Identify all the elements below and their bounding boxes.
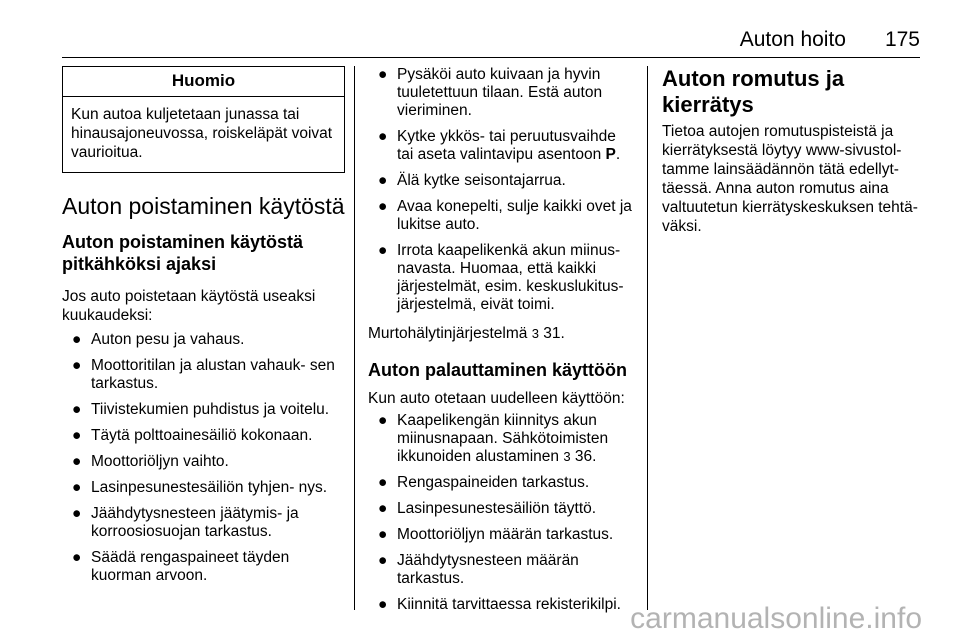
list-item: ● Jäähdytysnesteen määrän tarkastus. <box>378 552 579 587</box>
bullet-icon: ● <box>378 242 388 259</box>
storage-intro: Jos auto poistetaan käytöstä useaksi kuukaudeksi: <box>62 288 316 324</box>
column-divider-2 <box>647 66 648 610</box>
bullet-icon: ● <box>378 66 388 83</box>
list-item: ● Moottoriöljyn määrän tarkastus. <box>378 526 614 543</box>
list-item: ● Auton pesu ja vahaus. <box>72 331 245 348</box>
column-2 <box>368 66 634 614</box>
bullet-icon: ● <box>72 401 82 418</box>
column-3 <box>662 66 924 236</box>
storage-list-continued <box>368 66 634 314</box>
list-item: ● Moottoriöljyn vaihto. <box>72 453 229 470</box>
bullet-icon: ● <box>72 479 82 496</box>
storage-subheading: Auton poistaminen käytöstä pitkähköksi ajaksi <box>62 232 304 274</box>
list-item: ● Kaapelikengän kiinnitys akun miinusnapaan. Sähkötoimisten ikkunoiden alustaminen 3 36. <box>378 412 609 465</box>
column-1 <box>62 66 345 585</box>
list-item: ● Moottoritilan ja alustan vahauk- sen tarkastus. <box>72 357 335 392</box>
bullet-icon: ● <box>378 552 388 569</box>
section-title: Auton hoito <box>739 28 846 51</box>
bullet-icon: ● <box>378 526 388 543</box>
return-intro: Kun auto otetaan uudelleen käyttöön: <box>368 390 625 407</box>
bullet-icon: ● <box>378 128 388 145</box>
list-item: ● Jäähdytysnesteen jäätymis- ja korroosiosuojan tarkastus. <box>72 505 299 540</box>
return-heading: Auton palauttaminen käyttöön <box>368 360 628 380</box>
bullet-icon: ● <box>378 412 388 429</box>
alarm-reference: Murtohälytinjärjestelmä 3 31. <box>368 325 565 342</box>
list-item: ● Irrota kaapelikenkä akun miinus- navasta. Huomaa, että kaikki järjestelmät, esim. keskuslukitus- järjestelmä, eivät toimi. <box>378 242 624 313</box>
scrap-text: Tietoa autojen romutuspisteistä ja kierrätyksestä löytyy www-sivustol- tamme lainsäädännön tätä edellyt- täessä. Anna auton romutus aina valtuutetun kierrätyskeskuksen tehtä- väksi. <box>662 123 918 235</box>
bullet-icon: ● <box>378 500 388 517</box>
bullet-icon: ● <box>72 453 82 470</box>
page-reference-icon: 3 <box>531 326 539 341</box>
header-rule <box>62 57 920 58</box>
list-item: ● Pysäköi auto kuivaan ja hyvin tuuletettuun tilaan. Estä auton vieriminen. <box>378 66 603 119</box>
page-header <box>0 22 960 58</box>
list-item: ● Lasinpesunestesäiliön täyttö. <box>378 500 597 517</box>
bullet-icon: ● <box>72 549 82 566</box>
bullet-icon: ● <box>72 427 82 444</box>
list-item: ● Rengaspaineiden tarkastus. <box>378 474 590 491</box>
list-item: ● Kytke ykkös- tai peruutusvaihde tai aseta valintavipu asentoon P. <box>378 128 621 163</box>
notice-text: Kun autoa kuljetetaan junassa tai hinausajoneuvossa, roiskeläpät voivat vaurioitua. <box>71 106 333 161</box>
list-item: ● Lasinpesunestesäiliön tyhjen- nys. <box>72 479 328 496</box>
bullet-icon: ● <box>72 505 82 522</box>
gear-position: P <box>605 146 616 163</box>
notice-title: Huomio <box>63 67 344 97</box>
storage-list <box>62 331 345 585</box>
scrap-heading: Auton romutus ja kierrätys <box>662 66 845 117</box>
page-number: 175 <box>884 28 920 51</box>
watermark: carmanualsonline.info <box>630 602 922 635</box>
bullet-icon: ● <box>378 596 388 613</box>
notice-box <box>62 66 345 173</box>
bullet-icon: ● <box>72 331 82 348</box>
storage-heading: Auton poistaminen käytöstä <box>62 193 345 219</box>
bullet-icon: ● <box>378 198 388 215</box>
column-divider-1 <box>354 66 355 610</box>
list-item: ● Älä kytke seisontajarrua. <box>378 172 566 189</box>
bullet-icon: ● <box>378 474 388 491</box>
return-list <box>368 412 634 614</box>
bullet-icon: ● <box>72 357 82 374</box>
list-item: ● Avaa konepelti, sulje kaikki ovet ja lukitse auto. <box>378 198 632 233</box>
list-item: ● Kiinnitä tarvittaessa rekisterikilpi. <box>378 596 621 613</box>
bullet-icon: ● <box>378 172 388 189</box>
list-item: ● Tiivistekumien puhdistus ja voitelu. <box>72 401 330 418</box>
list-item: ● Täytä polttoainesäiliö kokonaan. <box>72 427 313 444</box>
list-item: ● Säädä rengaspaineet täyden kuorman arvoon. <box>72 549 290 584</box>
page-reference-icon: 3 <box>563 449 571 464</box>
